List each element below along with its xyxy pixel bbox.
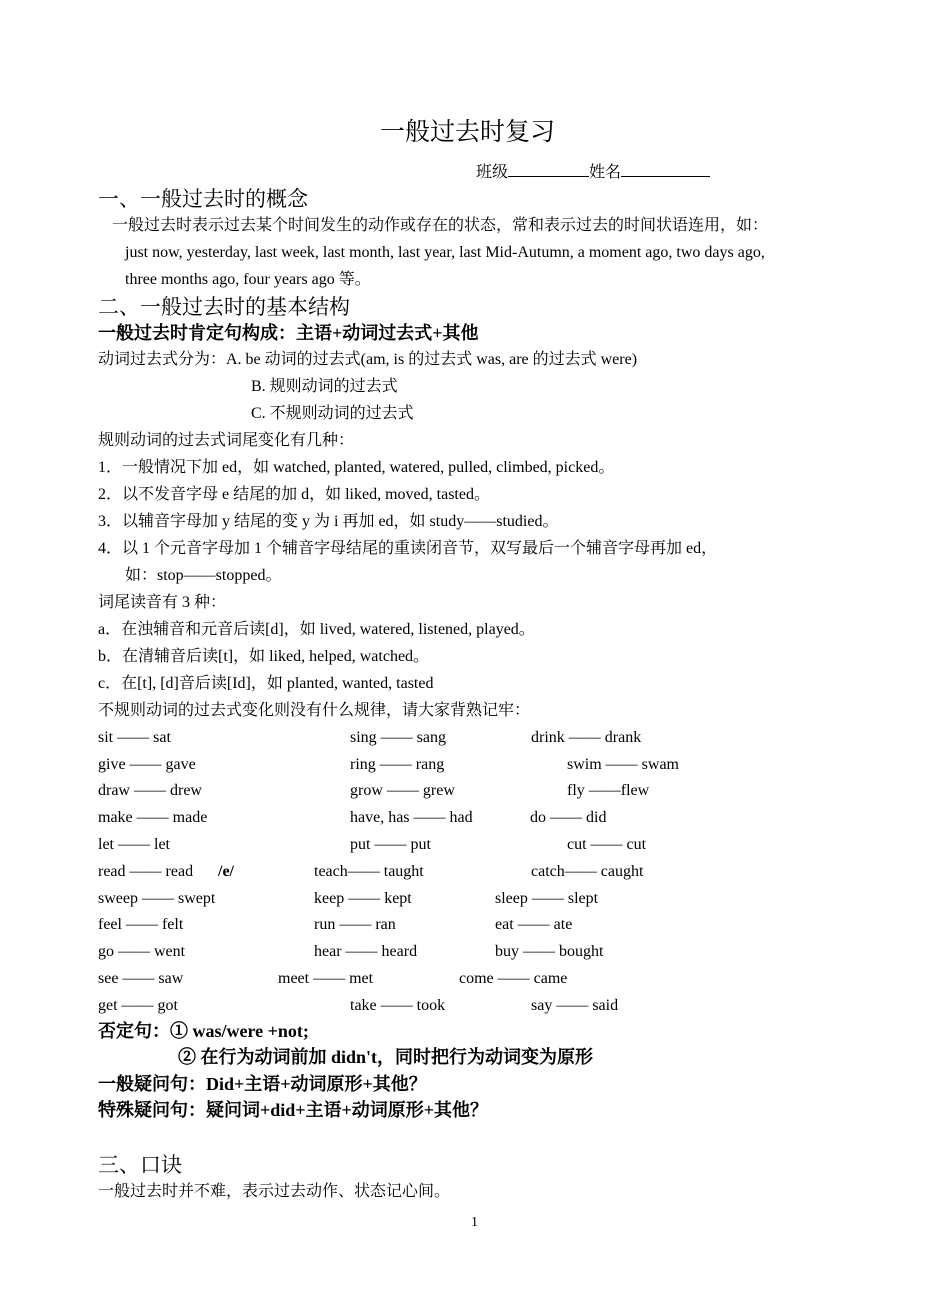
verb-pair: make —— made (98, 809, 208, 826)
pronunciation-c: c．在[t], [d]音后读[Id]，如 planted, wanted, tasted (98, 675, 434, 692)
verb-pair: come —— came (459, 970, 568, 987)
affirmative-structure: 一般过去时肯定句构成：主语+动词过去式+其他 (98, 323, 479, 343)
verb-pair: eat —— ate (495, 916, 573, 933)
verb-pair: grow —— grew (350, 782, 455, 799)
verb-pair: sweep —— swept (98, 890, 216, 907)
section1-line1: 一般过去时表示过去某个时间发生的动作或存在的状态，常和表示过去的时间状语连用，如： (112, 217, 769, 234)
verb-pair: put —— put (350, 836, 431, 853)
type-b: B. 规则动词的过去式 (251, 378, 398, 395)
pronunciation-note: /e/ (218, 863, 234, 880)
verb-pair: get —— got (98, 997, 178, 1014)
name-label: 姓名 (589, 164, 622, 181)
section3-heading: 三、口诀 (98, 1153, 182, 1177)
negative-rule-1: 否定句：① was/were +not; (98, 1021, 309, 1041)
verb-pair: run —— ran (314, 916, 396, 933)
section3-line1: 一般过去时并不难，表示过去动作、状态记心间。 (98, 1183, 451, 1200)
verb-pair: feel —— felt (98, 916, 184, 933)
types-intro: 动词过去式分为：A. be 动词的过去式(am, is 的过去式 was, are 的过去式 were) (98, 351, 638, 368)
verb-pair: fly ——flew (567, 782, 650, 799)
verb-pair: have, has —— had (350, 809, 473, 826)
verb-pair: go —— went (98, 943, 186, 960)
class-name-line (476, 162, 710, 183)
verb-pair: meet —— met (278, 970, 374, 987)
pronunciation-b: b．在清辅音后读[t]，如 liked, helped, watched。 (98, 648, 430, 665)
section2-heading: 二、一般过去时的基本结构 (98, 295, 350, 319)
verb-pair: read —— read (98, 863, 194, 880)
verb-pair: ring —— rang (350, 756, 445, 773)
special-question-rule: 特殊疑问句：疑问词+did+主语+动词原形+其他？ (98, 1100, 489, 1120)
verb-pair: give —— gave (98, 756, 196, 773)
verb-pair: sleep —— slept (495, 890, 599, 907)
section1-heading: 一、一般过去时的概念 (98, 187, 308, 211)
pronunciation-intro: 词尾读音有 3 种： (98, 594, 227, 611)
section1-line3: three months ago, four years ago 等。 (125, 271, 371, 288)
verb-pair: say —— said (531, 997, 619, 1014)
verb-pair: catch—— caught (531, 863, 644, 880)
rule-3: 3．以辅音字母加 y 结尾的变 y 为 i 再加 ed，如 study——studied。 (98, 513, 559, 530)
rule-2: 2．以不发音字母 e 结尾的加 d，如 liked, moved, tasted。 (98, 486, 490, 503)
verb-pair: see —— saw (98, 970, 184, 987)
page-title: 一般过去时复习 (380, 119, 556, 146)
verb-pair: keep —— kept (314, 890, 412, 907)
verb-pair: cut —— cut (567, 836, 647, 853)
verb-pair: sit —— sat (98, 729, 171, 746)
negative-rule-2: ② 在行为动词前加 didn't，同时把行为动词变为原形 (178, 1047, 594, 1067)
rule-1: 1．一般情况下加 ed，如 watched, planted, watered, pulled, climbed, picked。 (98, 459, 615, 476)
verb-pair: let —— let (98, 836, 170, 853)
name-blank (621, 162, 710, 177)
verb-pair: swim —— swam (567, 756, 679, 773)
verb-pair: hear —— heard (314, 943, 418, 960)
verb-pair: drink —— drank (531, 729, 642, 746)
verb-pair: take —— took (350, 997, 446, 1014)
regular-intro: 规则动词的过去式词尾变化有几种： (98, 432, 355, 449)
class-label: 班级 (476, 164, 509, 181)
pronunciation-a: a．在浊辅音和元音后读[d]，如 lived, watered, listened, played。 (98, 621, 535, 638)
general-question-rule: 一般疑问句：Did+主语+动词原形+其他？ (98, 1074, 427, 1094)
verb-pair: teach—— taught (314, 863, 424, 880)
verb-pair: buy —— bought (495, 943, 604, 960)
irregular-intro: 不规则动词的过去式变化则没有什么规律，请大家背熟记牢： (98, 702, 531, 719)
rule-4: 4．以 1 个元音字母加 1 个辅音字母结尾的重读闭音节，双写最后一个辅音字母再加 ed， (98, 540, 718, 557)
section1-line2: just now, yesterday, last week, last month, last year, last Mid-Autumn, a moment ago, two days ago, (125, 244, 765, 261)
verb-pair: do —— did (530, 809, 607, 826)
verb-pair: sing —— sang (350, 729, 446, 746)
type-c: C. 不规则动词的过去式 (251, 405, 414, 422)
class-blank (508, 162, 589, 177)
verb-pair: draw —— drew (98, 782, 202, 799)
page-number: 1 (471, 1215, 478, 1230)
rule-4-example: 如：stop——stopped。 (125, 567, 282, 584)
